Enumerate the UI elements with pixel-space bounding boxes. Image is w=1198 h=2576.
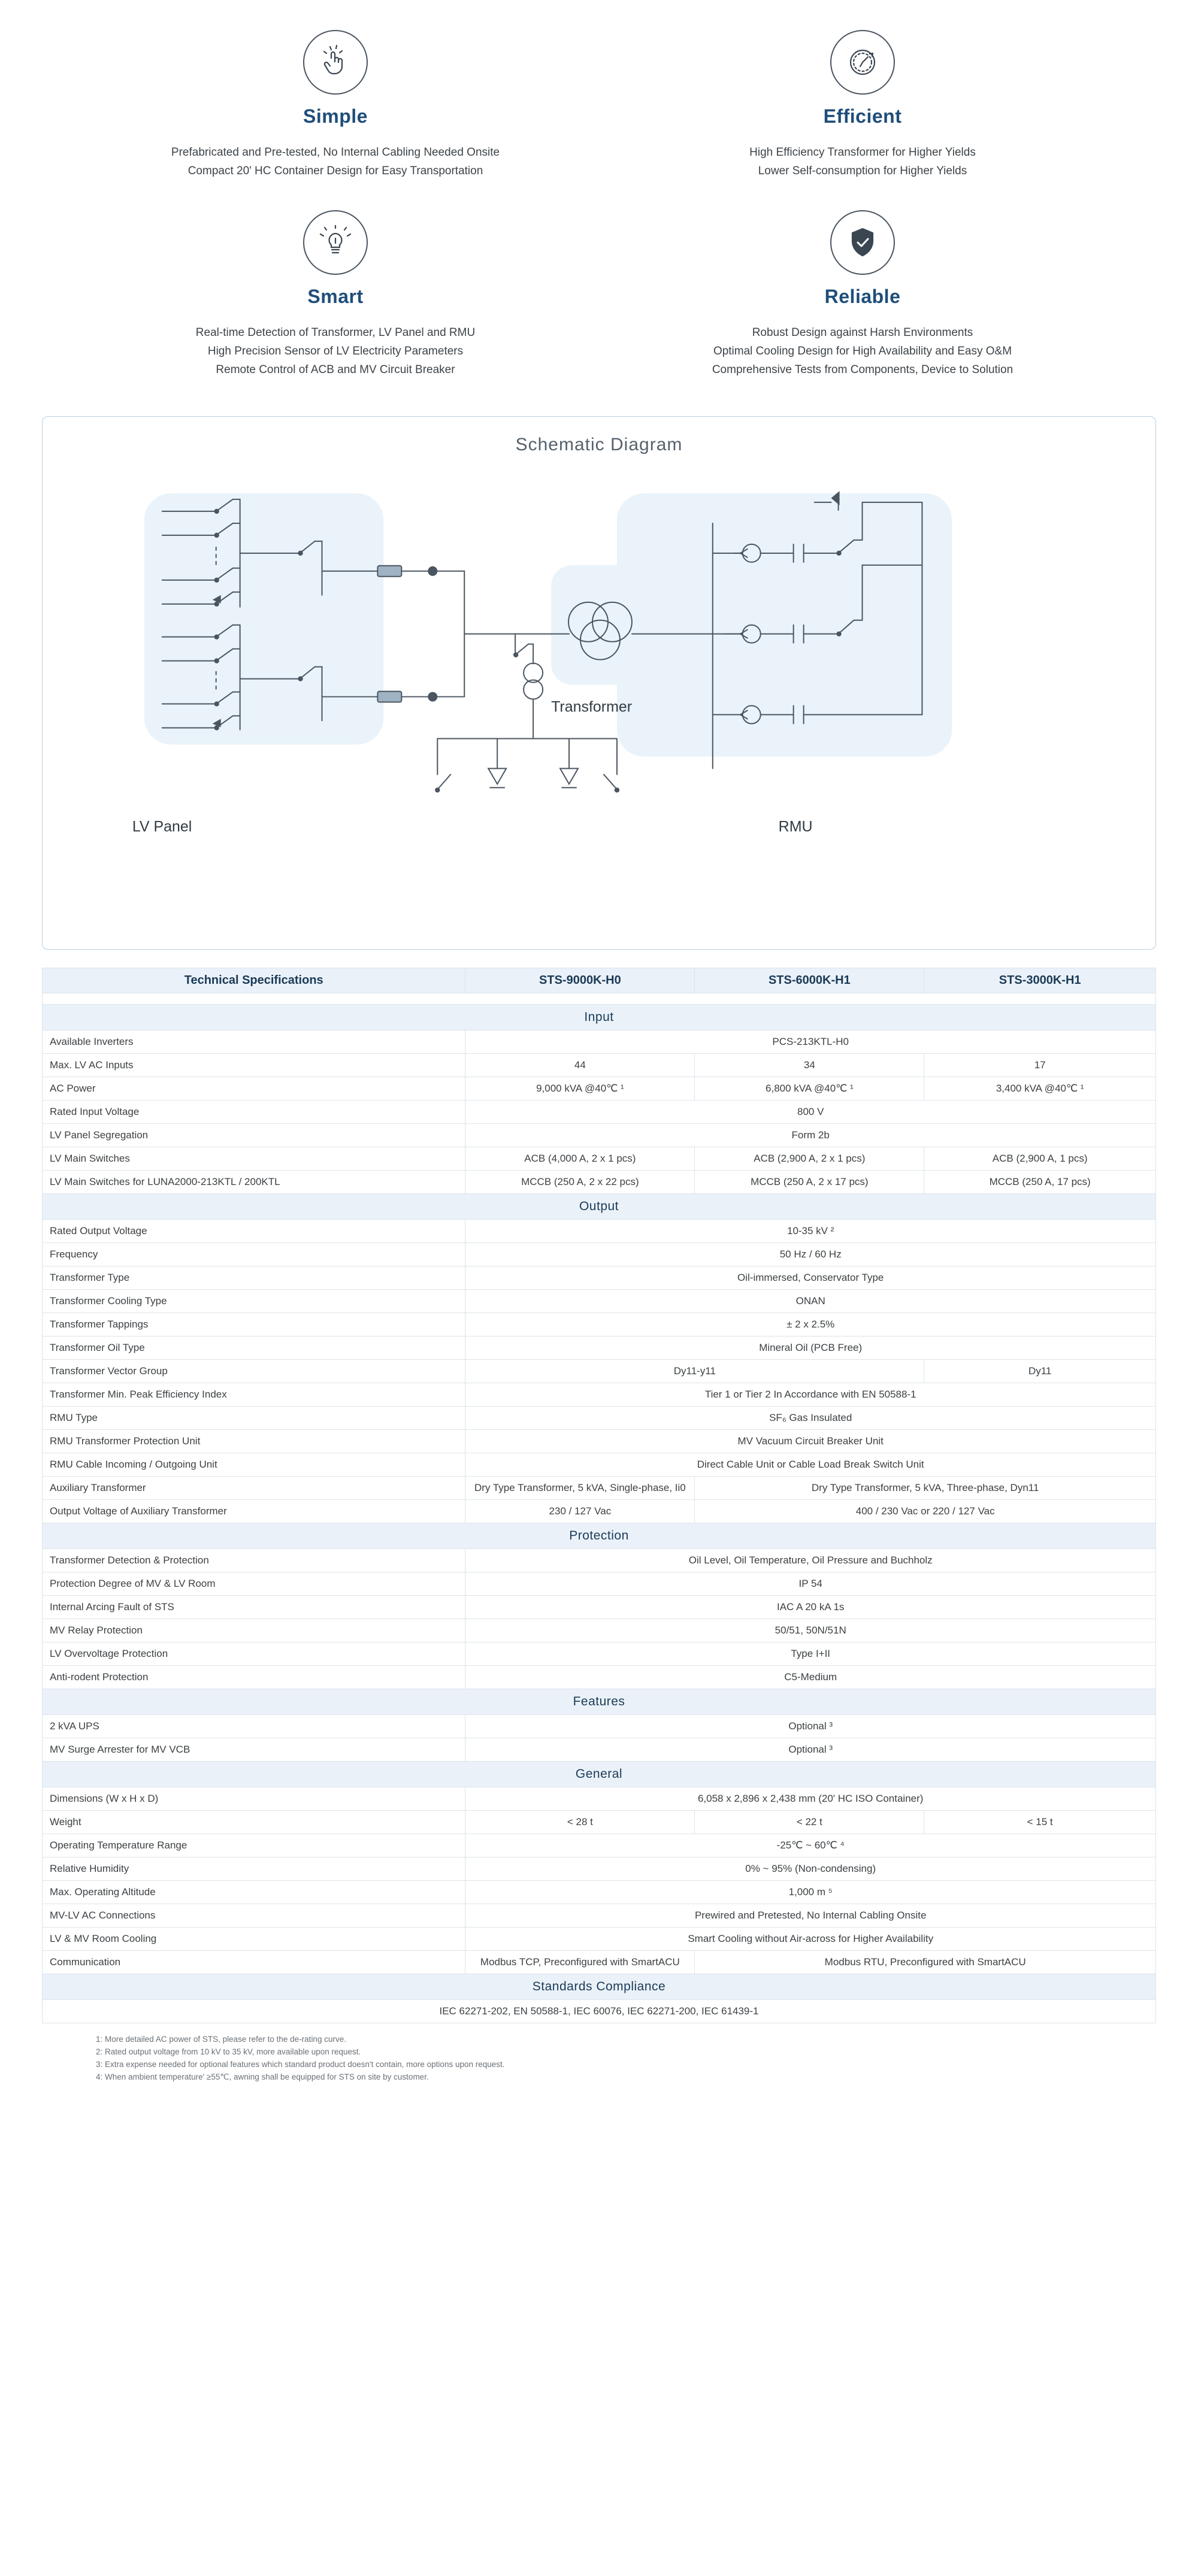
table-row bbox=[43, 1811, 1156, 1834]
lv-panel-label: LV Panel bbox=[132, 818, 192, 835]
feature-line: High Precision Sensor of LV Electricity Parameters bbox=[207, 345, 464, 357]
row-label: LV Panel Segregation bbox=[43, 1124, 465, 1147]
table-row bbox=[43, 1054, 1156, 1077]
section-title: General bbox=[43, 1762, 1156, 1787]
row-label: Dimensions (W x H x D) bbox=[43, 1787, 465, 1811]
table-row bbox=[43, 1787, 1156, 1811]
feature-efficient bbox=[599, 24, 1126, 198]
section-title: Input bbox=[43, 1005, 1156, 1031]
row-label: 2 kVA UPS bbox=[43, 1715, 465, 1738]
row-label: RMU Type bbox=[43, 1407, 465, 1430]
row-value: 230 / 127 Vac bbox=[465, 1500, 695, 1523]
footnote: 2: Rated output voltage from 10 kV to 35 kV, more available upon request. bbox=[96, 2047, 361, 2057]
row-label: Transformer Tappings bbox=[43, 1313, 465, 1337]
row-label: Communication bbox=[43, 1951, 465, 1974]
table-row bbox=[43, 1500, 1156, 1523]
row-value: 3,400 kVA @40℃ ¹ bbox=[924, 1077, 1156, 1101]
row-value: Form 2b bbox=[465, 1124, 1156, 1147]
table-row bbox=[43, 1171, 1156, 1194]
table-row bbox=[43, 1031, 1156, 1054]
row-value: Dy11 bbox=[924, 1360, 1156, 1383]
features-section bbox=[0, 0, 1198, 403]
section-header-protection bbox=[43, 1523, 1156, 1549]
section-title: Protection bbox=[43, 1523, 1156, 1549]
section-header-standards bbox=[43, 1974, 1156, 2000]
feature-smart bbox=[72, 204, 599, 397]
feature-line: Comprehensive Tests from Components, Device to Solution bbox=[712, 363, 1014, 376]
feature-line: Compact 20' HC Container Design for Easy Transportation bbox=[187, 165, 483, 177]
footnotes bbox=[96, 2033, 1102, 2083]
table-row bbox=[43, 1407, 1156, 1430]
row-value: Mineral Oil (PCB Free) bbox=[465, 1337, 1156, 1360]
row-value: 0% ~ 95% (Non-condensing) bbox=[465, 1857, 1156, 1881]
feature-title: Simple bbox=[303, 105, 368, 127]
row-label: Transformer Vector Group bbox=[43, 1360, 465, 1383]
row-value: < 15 t bbox=[924, 1811, 1156, 1834]
row-label: LV & MV Room Cooling bbox=[43, 1928, 465, 1951]
row-value: Dy11-y11 bbox=[465, 1360, 924, 1383]
technical-specifications-table bbox=[42, 968, 1156, 2083]
row-label: Internal Arcing Fault of STS bbox=[43, 1596, 465, 1619]
table-row bbox=[43, 1549, 1156, 1572]
table-row bbox=[43, 1738, 1156, 1762]
feature-lines bbox=[617, 143, 1108, 180]
table-row bbox=[43, 1077, 1156, 1101]
row-value: 17 bbox=[924, 1054, 1156, 1077]
row-value: SF₆ Gas Insulated bbox=[465, 1407, 1156, 1430]
row-value: ACB (2,900 A, 2 x 1 pcs) bbox=[695, 1147, 924, 1171]
row-label: Protection Degree of MV & LV Room bbox=[43, 1572, 465, 1596]
feature-line: Optimal Cooling Design for High Availability and Easy O&M bbox=[713, 345, 1012, 357]
col-header-model-2: STS-6000K-H1 bbox=[695, 968, 924, 993]
table-row bbox=[43, 1453, 1156, 1477]
lv-panel-region bbox=[144, 493, 384, 745]
row-value: -25℃ ~ 60℃ ⁴ bbox=[465, 1834, 1156, 1857]
row-value: MCCB (250 A, 2 x 17 pcs) bbox=[695, 1171, 924, 1194]
section-header-input bbox=[43, 1005, 1156, 1031]
row-value: Smart Cooling without Air-across for Higher Availability bbox=[465, 1928, 1156, 1951]
row-value: Modbus TCP, Preconfigured with SmartACU bbox=[465, 1951, 695, 1974]
schematic-svg bbox=[43, 457, 1155, 936]
row-label: Anti-rodent Protection bbox=[43, 1666, 465, 1689]
row-value: ACB (4,000 A, 2 x 1 pcs) bbox=[465, 1147, 695, 1171]
row-value: MCCB (250 A, 2 x 22 pcs) bbox=[465, 1171, 695, 1194]
table-row bbox=[43, 1147, 1156, 1171]
row-value: IP 54 bbox=[465, 1572, 1156, 1596]
table-row bbox=[43, 1430, 1156, 1453]
table-row bbox=[43, 1666, 1156, 1689]
table-row bbox=[43, 1313, 1156, 1337]
col-header-model-3: STS-3000K-H1 bbox=[924, 968, 1156, 993]
row-value: MV Vacuum Circuit Breaker Unit bbox=[465, 1430, 1156, 1453]
row-label: LV Overvoltage Protection bbox=[43, 1642, 465, 1666]
row-label: Rated Input Voltage bbox=[43, 1101, 465, 1124]
row-value: Modbus RTU, Preconfigured with SmartACU bbox=[695, 1951, 1156, 1974]
table-row bbox=[43, 2000, 1156, 2023]
row-label: MV-LV AC Connections bbox=[43, 1904, 465, 1928]
table-row bbox=[43, 1881, 1156, 1904]
shield-check-icon bbox=[830, 210, 895, 275]
row-value: ± 2 x 2.5% bbox=[465, 1313, 1156, 1337]
row-value: Oil-immersed, Conservator Type bbox=[465, 1266, 1156, 1290]
row-value: 44 bbox=[465, 1054, 695, 1077]
row-label: LV Main Switches bbox=[43, 1147, 465, 1171]
table-header-row bbox=[43, 968, 1156, 993]
row-label: Auxiliary Transformer bbox=[43, 1477, 465, 1500]
row-value: Dry Type Transformer, 5 kVA, Single-phase, Ii0 bbox=[465, 1477, 695, 1500]
row-value: 6,800 kVA @40℃ ¹ bbox=[695, 1077, 924, 1101]
row-value: 50/51, 50N/51N bbox=[465, 1619, 1156, 1642]
row-value: Oil Level, Oil Temperature, Oil Pressure and Buchholz bbox=[465, 1549, 1156, 1572]
table-row bbox=[43, 1290, 1156, 1313]
row-label: Transformer Min. Peak Efficiency Index bbox=[43, 1383, 465, 1407]
row-value: ONAN bbox=[465, 1290, 1156, 1313]
row-value: ACB (2,900 A, 1 pcs) bbox=[924, 1147, 1156, 1171]
row-label: AC Power bbox=[43, 1077, 465, 1101]
row-label: Operating Temperature Range bbox=[43, 1834, 465, 1857]
row-value: < 28 t bbox=[465, 1811, 695, 1834]
row-value: C5-Medium bbox=[465, 1666, 1156, 1689]
table-row bbox=[43, 1928, 1156, 1951]
feature-line: Lower Self-consumption for Higher Yields bbox=[758, 165, 967, 177]
table-row bbox=[43, 1360, 1156, 1383]
row-value: 10-35 kV ² bbox=[465, 1220, 1156, 1243]
row-label: MV Relay Protection bbox=[43, 1619, 465, 1642]
row-value: Optional ³ bbox=[465, 1738, 1156, 1762]
col-header-spec: Technical Specifications bbox=[43, 968, 465, 993]
row-label: Max. Operating Altitude bbox=[43, 1881, 465, 1904]
feature-line: Robust Design against Harsh Environments bbox=[752, 326, 973, 339]
table-row bbox=[43, 1642, 1156, 1666]
feature-title: Efficient bbox=[823, 105, 902, 127]
feature-lines bbox=[90, 143, 581, 180]
section-header-general bbox=[43, 1762, 1156, 1787]
row-value: MCCB (250 A, 17 pcs) bbox=[924, 1171, 1156, 1194]
table-row bbox=[43, 1715, 1156, 1738]
row-label: Max. LV AC Inputs bbox=[43, 1054, 465, 1077]
row-value: Prewired and Pretested, No Internal Cabling Onsite bbox=[465, 1904, 1156, 1928]
row-label: Rated Output Voltage bbox=[43, 1220, 465, 1243]
row-value: Optional ³ bbox=[465, 1715, 1156, 1738]
row-value: 1,000 m ⁵ bbox=[465, 1881, 1156, 1904]
row-value: 400 / 230 Vac or 220 / 127 Vac bbox=[695, 1500, 1156, 1523]
feature-simple bbox=[72, 24, 599, 198]
row-value: Tier 1 or Tier 2 In Accordance with EN 50588-1 bbox=[465, 1383, 1156, 1407]
spec-table bbox=[42, 968, 1156, 2023]
table-row bbox=[43, 1477, 1156, 1500]
footnote: 4: When ambient temperature' ≥55℃, awning shall be equipped for STS on site by customer. bbox=[96, 2072, 429, 2082]
table-row bbox=[43, 1619, 1156, 1642]
section-header-output bbox=[43, 1194, 1156, 1220]
feature-line: Remote Control of ACB and MV Circuit Breaker bbox=[216, 363, 455, 376]
table-row bbox=[43, 1857, 1156, 1881]
row-value: Direct Cable Unit or Cable Load Break Switch Unit bbox=[465, 1453, 1156, 1477]
table-row bbox=[43, 1951, 1156, 1974]
section-title: Standards Compliance bbox=[43, 1974, 1156, 2000]
footnote: 3: Extra expense needed for optional features which standard product doesn't contain, more options upon request. bbox=[96, 2060, 505, 2069]
row-label: Transformer Detection & Protection bbox=[43, 1549, 465, 1572]
schematic-diagram-panel bbox=[42, 416, 1156, 950]
feature-line: Prefabricated and Pre-tested, No Internal Cabling Needed Onsite bbox=[171, 146, 500, 159]
feature-line: Real-time Detection of Transformer, LV Panel and RMU bbox=[195, 326, 476, 339]
section-title: Output bbox=[43, 1194, 1156, 1220]
row-label: LV Main Switches for LUNA2000-213KTL / 200KTL bbox=[43, 1171, 465, 1194]
table-row bbox=[43, 1337, 1156, 1360]
table-row bbox=[43, 1266, 1156, 1290]
row-value: 34 bbox=[695, 1054, 924, 1077]
table-row bbox=[43, 1383, 1156, 1407]
row-value: < 22 t bbox=[695, 1811, 924, 1834]
schematic-title: Schematic Diagram bbox=[515, 435, 683, 454]
row-value: PCS-213KTL-H0 bbox=[465, 1031, 1156, 1054]
row-label: Frequency bbox=[43, 1243, 465, 1266]
feature-lines bbox=[617, 323, 1108, 379]
feature-line: High Efficiency Transformer for Higher Yields bbox=[749, 146, 976, 159]
table-row bbox=[43, 1243, 1156, 1266]
row-label: Output Voltage of Auxiliary Transformer bbox=[43, 1500, 465, 1523]
table-row bbox=[43, 1596, 1156, 1619]
row-label: RMU Cable Incoming / Outgoing Unit bbox=[43, 1453, 465, 1477]
row-label: RMU Transformer Protection Unit bbox=[43, 1430, 465, 1453]
feature-title: Reliable bbox=[824, 286, 901, 307]
col-header-model-1: STS-9000K-H0 bbox=[465, 968, 695, 993]
row-label: Available Inverters bbox=[43, 1031, 465, 1054]
standards-value: IEC 62271-202, EN 50588-1, IEC 60076, IEC 62271-200, IEC 61439-1 bbox=[43, 2000, 1156, 2023]
lightbulb-icon bbox=[303, 210, 368, 275]
row-value: 800 V bbox=[465, 1101, 1156, 1124]
row-label: Transformer Oil Type bbox=[43, 1337, 465, 1360]
hand-click-icon bbox=[303, 30, 368, 95]
row-value: 9,000 kVA @40℃ ¹ bbox=[465, 1077, 695, 1101]
table-row bbox=[43, 1834, 1156, 1857]
row-value: IAC A 20 kA 1s bbox=[465, 1596, 1156, 1619]
row-value: Dry Type Transformer, 5 kVA, Three-phase, Dyn11 bbox=[695, 1477, 1156, 1500]
row-label: Relative Humidity bbox=[43, 1857, 465, 1881]
speedometer-icon bbox=[830, 30, 895, 95]
row-value: Type I+II bbox=[465, 1642, 1156, 1666]
row-label: Transformer Cooling Type bbox=[43, 1290, 465, 1313]
footnote: 1: More detailed AC power of STS, please refer to the de-rating curve. bbox=[96, 2035, 346, 2044]
table-row bbox=[43, 1101, 1156, 1124]
section-header-features bbox=[43, 1689, 1156, 1715]
rmu-label: RMU bbox=[778, 818, 813, 835]
feature-title: Smart bbox=[307, 286, 364, 307]
table-row bbox=[43, 1572, 1156, 1596]
row-label: Weight bbox=[43, 1811, 465, 1834]
row-label: Transformer Type bbox=[43, 1266, 465, 1290]
row-value: 50 Hz / 60 Hz bbox=[465, 1243, 1156, 1266]
table-row bbox=[43, 1124, 1156, 1147]
table-row bbox=[43, 1220, 1156, 1243]
row-value: 6,058 x 2,896 x 2,438 mm (20' HC ISO Container) bbox=[465, 1787, 1156, 1811]
transformer-label: Transformer bbox=[551, 698, 633, 716]
table-row bbox=[43, 1904, 1156, 1928]
feature-reliable bbox=[599, 204, 1126, 397]
feature-lines bbox=[90, 323, 581, 379]
row-label: MV Surge Arrester for MV VCB bbox=[43, 1738, 465, 1762]
section-title: Features bbox=[43, 1689, 1156, 1715]
